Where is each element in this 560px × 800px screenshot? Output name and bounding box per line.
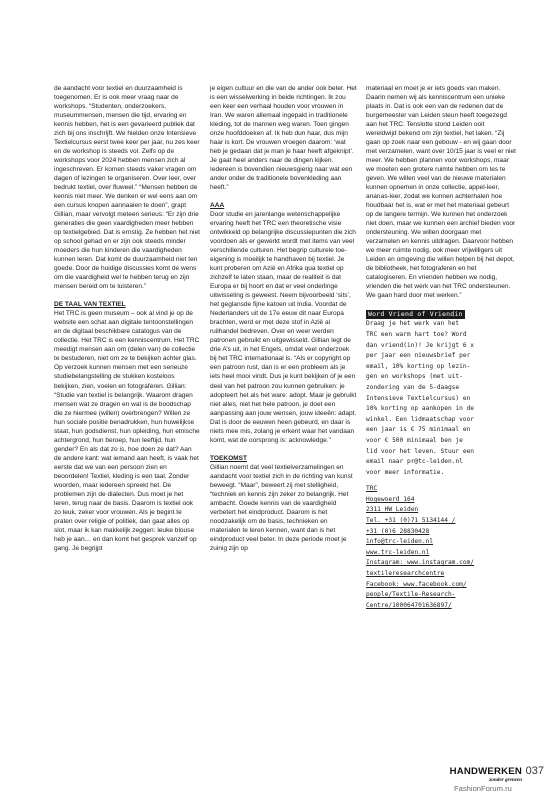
friends-line: winkel. Een lidmaatschap voor <box>366 415 475 423</box>
facebook-link-cont[interactable]: Centre/100064701636897/ <box>366 601 452 609</box>
friends-line: zondering van de 5-daagse <box>366 383 460 391</box>
column-1 <box>54 84 200 553</box>
section-heading-de-taal-van-textiel: DE TAAL VAN TEXTIEL <box>54 301 126 309</box>
friends-line: email naar pr@tc-leiden.nl <box>366 458 463 466</box>
friends-box-text <box>366 319 516 478</box>
section-heading-aaa: AAA <box>210 202 225 210</box>
contact-address: Hogewoerd 164 <box>366 495 415 503</box>
friends-line: dan vriend(in)! Je krijgt 6 x <box>366 341 475 349</box>
facebook-link[interactable]: Facebook: www.facebook.com/ <box>366 580 467 588</box>
friends-line: een jaar is € 75 minimaal en <box>366 426 471 434</box>
friends-line: lid voor het leven. Stuur een <box>366 447 475 455</box>
friends-line: TRC een warm hart toe? Word <box>366 330 467 338</box>
magazine-title: HANDWERKEN <box>449 766 522 777</box>
contact-heading: TRC <box>366 485 378 493</box>
body-paragraph: de aandacht voor textiel en duurzaamheid is toegenomen. Er is ook meer vraag naar de workshops. “Studenten, onderzoekers, museummensen, mensen die tijd, ervaring en kennis hebben, het is een gevarieerd publiek dat zich bij ons inschrijft. We hielden onze Intensieve Textielcursus eerst twee keer per jaar, nu zes keer en de workshop is steeds vol. Zelfs op de workshops voor 2024 hebben mensen zich al ingeschreven. Er komen steeds vaker vragen om dagen of lezingen te organiseren. Over leer, over bedrukt textiel, over fluweel.” “Mensen hebben de kennis niet meer. We denken er wel eens aan om een cursus knopen aannaaien te doen”, grapt Gillian, maar vervolgt meteen serieus: “Er zijn drie generaties die geen vaardigheden meer hebben op textielgebied. Dat is ernstig. Ze hebben het niet op school gehad en er zijn ook steeds minder moeders die hun kinderen die vaardigheden kunnen leren. Dat komt de duurzaamheid niet ten goede. Door de huidige discussies komt de wens om die vaardigheid wel te hebben terug en zijn mensen bereid om te luisteren.” <box>54 85 200 291</box>
body-paragraph: Het TRC is geen museum – ook al vind je op de website een schat aan digitale tentoonstellingen en de digitaal beschikbare catalogus van de collectie. Het TRC is een kenniscentrum. Het TRC meedigt mensen aan om (delen van) de collectie te bestuderen, niet om ze te bekijken achter glas. Op verzoek kunnen mensen met een serieuze studiebelangstelling de stukken kosteloos bekijken, zien, voelen en fotograferen. Gillian: “Studie van textiel is belangrijk. Waarom dragen mensen wat ze dragen en wat is de boodschap die ze hiermee (willen) overbrengen? Willen ze hun sociale positie benadrukken, hun huwelijkse staat, hun godsdienst, hun opleiding, hun etnische achtergrond, hun beroep, hun leeftijd, hun gender? En als dat zo is, hoe doen ze dat? Aan de andere kant: wat iemand aan heeft, is vaak het eerste dat we van een persoon zien en beoordelen! Textiel, kleding is een taal. Zonder woorden, maar iedereen spreekt het. De problemen zijn de dialecten. Dus moet je het leren, terug naar de basis. Daarom is textiel ook zo leuk, zeker voor vrouwen. Als je begint te praten over religie of politiek, dan gaat alles op slot, maar ik kan makkelijk zeggen: leuke blouse heb je aan… en dan komt het gesprek vanzelf op gang. Je begrijpt <box>54 310 200 552</box>
friends-line: email, 10% korting op lezin- <box>366 362 471 370</box>
friends-box-title: Word Vriend of Vriendin <box>368 310 463 319</box>
contact-mobile[interactable]: +31 (0)6 28830428 <box>366 527 430 535</box>
watermark: FashionForum.ru <box>454 784 512 793</box>
magazine-tagline: zonder grenzen <box>489 777 522 783</box>
section-heading-toekomst: TOEKOMST <box>210 454 247 462</box>
body-paragraph: Gillian noemt dat veel textielverzamelingen en aandacht voor textiel zich in de richting van kunst beweegt. “Maar”, beweert zij met stelligheid, “techniek en kennis zijn zeker zo belangrijk. Het ambacht. Goede kennis van de vaardigheid verbetert het eindproduct. Daarom is het noodzakelijk om de basis, technieken en materialen te leren kennen, want dan is het eindproduct veel beter. In deze periode moet je zuinig zijn op <box>210 463 353 552</box>
friends-line: Draag je het werk van het <box>366 320 460 328</box>
column-3 <box>366 84 516 611</box>
body-paragraph: Door studie en jarenlange wetenschappelijke ervaring heeft het TRC een theoretische visie ontwikkeld op belangrijke discussiepunten die zich voordoen als er gewerkt wordt met items van veel verschillende culturen. Het begrip culturele toe-eigening is moeilijk te handhaven bij textiel. Je kunt proberen om Azië en Afrika qua textiel op zichzelf te laten staan, maar de realiteit is dat Europa er bij hoort en dat er veel onderlinge uitwisseling is geweest. Neem bijvoorbeeld ‘sits’, het geglansde fijne katoen uit India. Voordat de Nederlanders uit de 17e eeuw dit naar Europa brachten, werd er met deze stof in Azië al ruilhandel bedreven. Over en weer werden patronen gebruikt en uitgewisseld. Gillian legt de drie A’s uit, in het Engels, omdat veel onderzoek bij het TRC internationaal is. “Als er copyright op een patroon rust, dan is er een probleem als je iets heel mooi vindt. Dus je kunt bekijken of je een deel van het patroon zou kunnen gebruiken: je adopteert het als het ware: adopt. Maar je gebruikt niet alles, niet het hele patroon, je doet een aanpassing aan jouw wensen, jouw ideeën: adapt. Dat is door de eeuwen heen gebeurd, en daar is niets mee mis, zolang je erkent waar het vandaan komt, wat de oorsprong is: acknowledge.” <box>210 211 357 444</box>
friends-line: gen en workshops (met uit- <box>366 373 463 381</box>
body-paragraph: materiaal en moet je er iets goeds van maken. Daarin nemen wij als kenniscentrum een unieke plaats in. Dat is ook een van de redenen dat de burgemeester van Leiden steun heeft toegezegd aan het TRC. Tenslotte stond Leiden ooit wereldwijd bekend om zijn textiel, het laken. “Zij gaan op zoek naar een gebouw - en wij gaan door met verzamelen, want over 10/15 jaar is veel er niet meer. We hebben plannen voor workshops, maar we moeten een grotere ruimte hebben om les te geven. We willen veel van de nieuwe materialen kunnen opnemen in onze collectie, appel-leer, ananas-leer, zodat we kunnen achterhalen hoe houdbaar het is, wat er met het materiaal gebeurt op de langere termijn. We kunnen het onderzoek niet doen, maar we kunnen een archief bieden voor ondersteuning. We willen doorgaan met verzamelen en kennis uitdragen. Daarvoor hebben we meer ruimte nodig, ook meer vrijwilligers uit Leiden en omgeving die willen helpen bij het depot, de bibliotheek, het fotograferen en het catalogiseren. En vrienden hebben we nodig, vrienden die het werk van het TRC ondersteunen. We gaan hard door met werken.” <box>366 85 516 300</box>
contact-email-link[interactable]: info@trc-leiden.nl <box>366 538 434 546</box>
instagram-link[interactable]: Instagram: www.instagram.com/ <box>366 559 475 567</box>
contact-block <box>366 484 516 611</box>
body-paragraph: je eigen cultuur en die van de ander ook beter. Het is een wisselwerking in beide richtingen. Ik zou een keer een verhaal houden voor vrouwen in Iran. We waren allemaal ingepakt in traditionele kleding, tot de mannen weg waren. Toen gingen onze hoofddoeken af. Ik heb dun haar, dus mijn haar is kort. De vrouwen vroegen daarom: ‘wat heb je gedaan dat je man je haar heeft afgeknipt’. Je gaat heel anders naar de dingen kijken. Iedereen is bovendien nieuwsgierig naar wat een ander onder de traditionele bovenkleding aan heeft.” <box>210 85 357 192</box>
friends-line: voor € 500 minimaal ben je <box>366 436 463 444</box>
contact-phone[interactable]: Tel. +31 (0)71 5134144 / <box>366 517 456 525</box>
friends-line: voor meer informatie. <box>366 468 445 476</box>
contact-website-link[interactable]: www.trc-leiden.nl <box>366 548 430 556</box>
friends-line: 10% korting op aankopen in de <box>366 405 475 413</box>
facebook-link-cont[interactable]: people/Textile-Research- <box>366 591 456 599</box>
contact-postcode: 2311 HW Leiden <box>366 506 419 514</box>
friends-line: per jaar een nieuwsbrief per <box>366 352 471 360</box>
instagram-link-cont[interactable]: textileresearchcentre <box>366 570 445 578</box>
friends-line: Intensieve Textielcursus) en <box>366 394 471 402</box>
column-2 <box>210 84 357 553</box>
page-number: 037 <box>525 765 544 777</box>
